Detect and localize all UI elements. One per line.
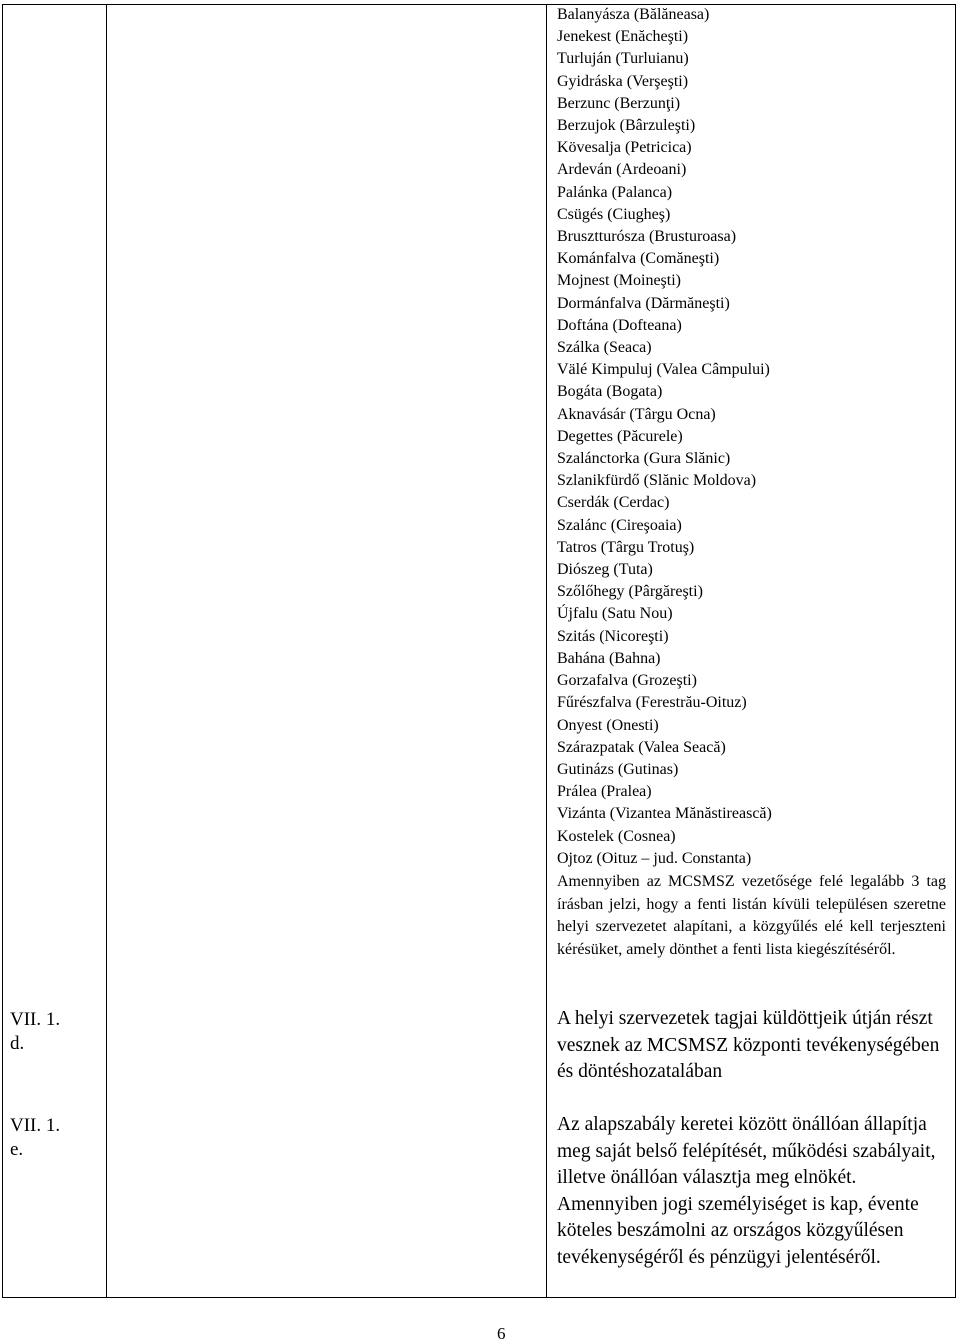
settlement-item: Dormánfalva (Dărmăneşti) [557,294,730,312]
settlement-item: Szitás (Nicoreşti) [557,627,669,645]
settlement-item: Gyidráska (Verşeşti) [557,72,689,90]
settlement-item: Aknavásár (Târgu Ocna) [557,405,716,423]
settlement-item: Turluján (Turluianu) [557,50,689,68]
settlement-item: Ojtoz (Oituz – jud. Constanta) [557,849,752,867]
settlement-item: Szárazpatak (Valea Seacă) [557,738,726,756]
settlement-item: Mojnest (Moineşti) [557,272,681,290]
section-label-vii-1-e: VII. 1. e. [10,1115,61,1160]
settlement-item: Kövesalja (Petricica) [557,139,692,157]
settlement-item: Palánka (Palanca) [557,183,673,201]
section-text-vii-1-d: A helyi szervezetek tagjai küldöttjeik útján részt vesznek az MCSMSZ központi tevékenységében és döntéshozatalában [557,1008,940,1082]
settlement-item: Vizánta (Vizantea Mănăstirească) [557,805,772,823]
settlement-item: Onyest (Onesti) [557,716,659,734]
settlement-item: Doftána (Dofteana) [557,316,682,334]
settlement-item: Gorzafalva (Grozeşti) [557,672,697,690]
settlement-item: Diószeg (Tuta) [557,561,653,579]
settlement-item: Degettes (Păcurele) [557,427,683,445]
settlement-item: Újfalu (Satu Nou) [557,605,673,623]
settlement-item: Szalánc (Cireşoaia) [557,516,682,534]
table-border-right [955,4,956,1298]
settlement-item: Tatros (Târgu Trotuş) [557,538,695,556]
settlement-list [557,4,947,870]
settlement-item: Gutinázs (Gutinas) [557,760,679,778]
settlement-item: Balanyásza (Bălăneasa) [557,6,710,23]
section-label-vii-1-d: VII. 1. d. [10,1009,61,1054]
table-divider-2 [546,4,547,1298]
settlement-item: Bahána (Bahna) [557,649,661,667]
settlement-item: Välé Kimpuluj (Valea Câmpului) [557,361,770,379]
settlement-item: Szálka (Seaca) [557,339,652,357]
settlement-item: Jenekest (Enăcheşti) [557,28,689,46]
settlement-item: Bogáta (Bogata) [557,383,663,401]
settlement-item: Szlanikfürdő (Slănic Moldova) [557,472,757,490]
settlement-item: Szőlőhegy (Pârgăreşti) [557,583,703,601]
section-text-vii-1-e: Az alapszabály keretei között önállóan állapítja meg saját belső felépítését, működési szabályait, illetve önállóan választja meg elnökét. Amennyiben jogi személyiséget is kap, évente köteles beszámolni az országos közgyűlésen tevékenységéről és pénzügyi jelentéséről. [557,1114,936,1268]
settlement-item: Berzunc (Berzunţi) [557,94,681,112]
settlement-item: Cserdák (Cerdac) [557,494,670,512]
settlement-item: Szalánctorka (Gura Slănic) [557,450,731,468]
list-extension-note: Amennyiben az MCSMSZ vezetősége felé legalább 3 tag írásban jelzi, hogy a fenti listán kívüli településen szeretne helyi szervezetet alapítani, a közgyűlés elé kell terjeszteni kérésüket, amely dönthet a fenti lista kiegészítéséről. [557,873,946,958]
settlement-item: Berzujok (Bârzuleşti) [557,117,696,135]
settlement-item: Csügés (Ciugheş) [557,205,671,223]
settlement-item: Fűrészfalva (Ferestrău-Oituz) [557,694,747,712]
settlement-item: Ardeván (Ardeoani) [557,161,687,179]
table-divider-1 [106,4,107,1298]
page-number: 6 [497,1324,506,1343]
table-border-left [2,4,3,1298]
settlement-item: Brusztturósza (Brusturoasa) [557,228,737,246]
settlement-item: Kostelek (Cosnea) [557,827,676,845]
settlement-item: Prálea (Pralea) [557,783,652,801]
settlement-item: Kománfalva (Comăneşti) [557,250,720,268]
